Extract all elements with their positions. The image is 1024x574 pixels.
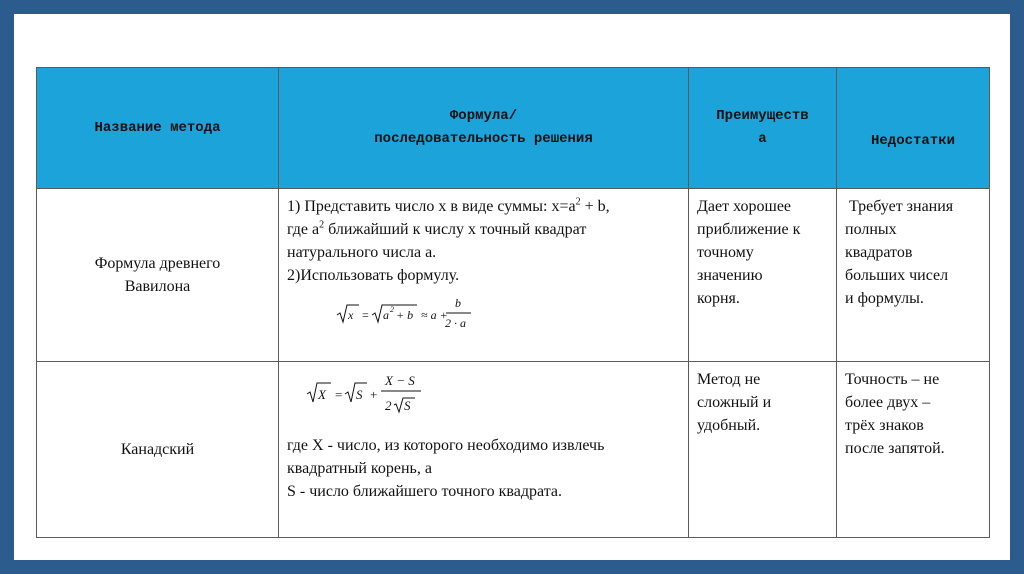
- header-advantages-line1: Преимуществ: [716, 108, 809, 124]
- method-name: Канадский: [120, 441, 195, 458]
- svg-text:2: 2: [385, 398, 392, 413]
- disadvantages-cell: Точность – не более двух – трёх знаков после запятой.: [837, 362, 990, 538]
- svg-text:=: =: [362, 308, 369, 322]
- header-disadvantages: [837, 68, 990, 189]
- methods-table: [36, 67, 990, 538]
- header-advantages-line2: а: [758, 131, 767, 147]
- canadian-formula: [305, 368, 445, 420]
- svg-text:≈ a +: ≈ a +: [421, 308, 448, 322]
- babylon-formula: [335, 291, 535, 341]
- header-formula-line2: последовательность решения: [374, 131, 593, 147]
- formula-cell: [279, 362, 689, 538]
- slide: [14, 14, 1010, 560]
- method-name-line1: Формула древнего: [94, 255, 221, 272]
- canadian-desc-line3: S - число ближайшего точного квадрата.: [287, 483, 562, 500]
- svg-text:a: a: [383, 308, 389, 322]
- formula-cell: [279, 189, 689, 362]
- table-row: [37, 362, 990, 538]
- method-name-line2: Вавилона: [124, 278, 191, 295]
- header-method: [37, 68, 279, 189]
- svg-text:b: b: [455, 296, 461, 310]
- svg-text:S: S: [356, 387, 363, 402]
- advantages-cell: Метод не сложный и удобный.: [689, 362, 837, 538]
- method-name-cell: [37, 362, 279, 538]
- svg-text:+ b: + b: [396, 308, 414, 322]
- header-formula: [279, 68, 689, 189]
- disadvantages-cell: Требует знания полных квадратов больших чисел и формулы.: [837, 189, 990, 362]
- header-disadvantages-label: Недостатки: [870, 132, 955, 149]
- step2-line: 2)Использовать формулу.: [287, 267, 460, 284]
- table-row: [37, 189, 990, 362]
- header-row: [37, 68, 990, 189]
- advantages-cell: Дает хорошее приближение к точному значению корня.: [689, 189, 837, 362]
- svg-text:2 · a: 2 · a: [445, 316, 466, 330]
- formula-sqrt-x: x: [348, 308, 354, 322]
- canadian-desc-line2: квадратный корень, а: [287, 460, 432, 477]
- svg-text:2: 2: [390, 305, 394, 314]
- svg-text:=: =: [335, 387, 343, 402]
- svg-text:+: +: [370, 387, 378, 402]
- method-name-cell: [37, 189, 279, 362]
- svg-text:X − S: X − S: [385, 373, 415, 388]
- header-formula-line1: Формула/: [449, 108, 518, 124]
- step1-line1: 1) Представить число x в виде суммы: $x=a^2 + b$,: [287, 196, 610, 215]
- header-advantages: [689, 68, 837, 189]
- step1-line2: где $a^2$ ближайший к числу x точный квадрат: [287, 219, 587, 238]
- header-method-label: Название метода: [94, 119, 221, 136]
- svg-text:S: S: [404, 398, 411, 413]
- canadian-desc-line1: где X - число, из которого необходимо извлечь: [287, 437, 605, 454]
- step1-line3: натурального числа a.: [287, 244, 437, 261]
- svg-text:X: X: [318, 387, 326, 402]
